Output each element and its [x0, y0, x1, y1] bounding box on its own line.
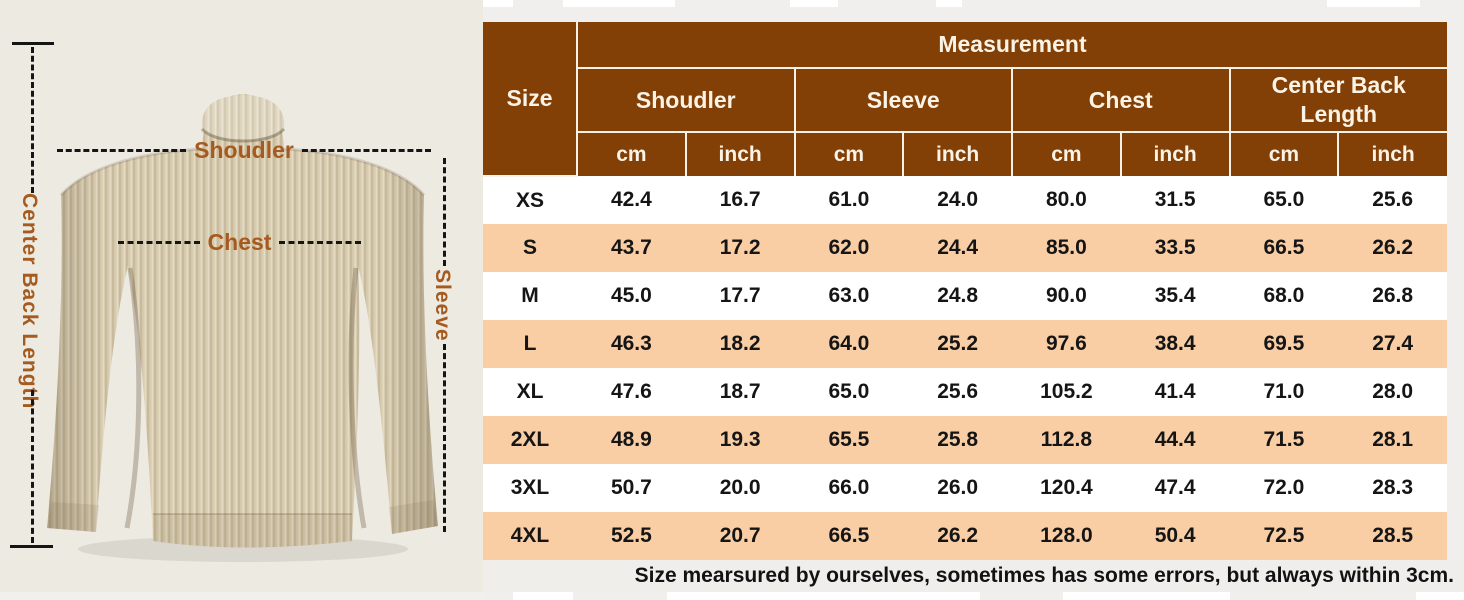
table-row: [483, 416, 1447, 464]
measurement-cell: 44.4: [1154, 428, 1196, 451]
measurement-cell: 25.2: [937, 332, 979, 355]
sleeve-label: Sleeve: [431, 269, 454, 342]
measurement-cell: 128.0: [1040, 524, 1093, 547]
measurement-cell: 66.5: [1263, 236, 1305, 259]
background-strip: [0, 592, 483, 600]
measurement-cell: 97.6: [1045, 332, 1087, 355]
unit-header: cm: [577, 132, 686, 176]
measurement-cell: 63.0: [828, 284, 870, 307]
size-cell: 2XL: [510, 428, 550, 451]
unit-header: inch: [1121, 132, 1230, 176]
chest-label: Chest: [207, 229, 272, 255]
measurement-cell: 52.5: [610, 524, 652, 547]
table-row: [483, 464, 1447, 512]
measurement-cell: 43.7: [610, 236, 652, 259]
dash-line: [279, 241, 361, 244]
column-group-header: Sleeve: [795, 68, 1013, 132]
measurement-cell: 25.8: [937, 428, 979, 451]
unit-header: inch: [686, 132, 795, 176]
table-row: [483, 320, 1447, 368]
measurement-cell: 27.4: [1372, 332, 1414, 355]
measurement-cell: 18.7: [719, 380, 761, 403]
measurement-cell: 28.5: [1372, 524, 1414, 547]
measurement-cell: 31.5: [1154, 188, 1196, 211]
size-cell: 3XL: [510, 476, 550, 499]
measurement-cell: 28.0: [1372, 380, 1414, 403]
measurement-cell: 62.0: [828, 236, 870, 259]
measurement-cell: 19.3: [719, 428, 761, 451]
measurement-cell: 24.4: [937, 236, 979, 259]
measurement-cell: 25.6: [1372, 188, 1414, 211]
size-table: [483, 22, 1447, 560]
product-photo-panel: [0, 0, 483, 600]
measurement-cell: 50.7: [610, 476, 652, 499]
measurement-cell: 35.4: [1154, 284, 1196, 307]
measurement-cell: 65.0: [828, 380, 870, 403]
measurement-cell: 80.0: [1045, 188, 1087, 211]
dash-line: [443, 344, 446, 532]
measurement-cell: 72.0: [1263, 476, 1305, 499]
unit-header: cm: [1230, 132, 1339, 176]
measurement-cell: 48.9: [610, 428, 652, 451]
background-patch: [1416, 592, 1464, 600]
unit-header: cm: [1012, 132, 1121, 176]
background-patch: [667, 592, 980, 600]
column-group-header: Shoudler: [577, 68, 795, 132]
size-cell: L: [523, 332, 537, 355]
sweater-image: [0, 0, 483, 600]
column-group-header: Chest: [1012, 68, 1230, 132]
table-row: [483, 224, 1447, 272]
measurement-cell: 46.3: [610, 332, 652, 355]
measurement-cell: 120.4: [1040, 476, 1093, 499]
measurement-cell: 65.0: [1263, 188, 1305, 211]
measurement-cell: 25.6: [937, 380, 979, 403]
measurement-cell: 18.2: [719, 332, 761, 355]
table-row: [483, 368, 1447, 416]
measurement-cell: 33.5: [1154, 236, 1196, 259]
measurement-cell: 38.4: [1154, 332, 1196, 355]
measurement-cell: 42.4: [610, 188, 652, 211]
unit-header: inch: [903, 132, 1012, 176]
center-back-length-label: Center Back Length: [18, 193, 41, 410]
dash-line: [443, 158, 446, 266]
measurement-cell: 17.2: [719, 236, 761, 259]
measure-cap: [12, 42, 54, 45]
measurement-cell: 50.4: [1154, 524, 1196, 547]
background-patch: [1063, 592, 1230, 600]
shoulder-label: Shoudler: [194, 137, 294, 163]
size-column-header: Size: [483, 22, 577, 176]
background-patch: [936, 0, 962, 7]
shoulder-measure-line: [57, 139, 431, 162]
measurement-cell: 68.0: [1263, 284, 1305, 307]
dash-line: [302, 149, 431, 152]
measurement-cell: 24.0: [937, 188, 979, 211]
footnote: Size mearsured by ourselves, sometimes has some errors, but always within 3cm.: [483, 561, 1464, 592]
table-row: [483, 272, 1447, 320]
measurement-cell: 17.7: [719, 284, 761, 307]
background-patch: [790, 0, 838, 7]
measure-cap: [10, 545, 53, 548]
unit-header: cm: [795, 132, 904, 176]
measurement-cell: 69.5: [1263, 332, 1305, 355]
chest-measure-line: [118, 231, 361, 254]
measurement-cell: 72.5: [1263, 524, 1305, 547]
size-cell: XS: [515, 188, 544, 212]
measurement-cell: 112.8: [1040, 428, 1093, 451]
measurement-cell: 47.4: [1154, 476, 1196, 499]
measurement-cell: 20.0: [719, 476, 761, 499]
measurement-cell: 66.0: [828, 476, 870, 499]
background-patch: [1327, 0, 1420, 7]
size-table-panel: [483, 0, 1464, 600]
measurement-cell: 105.2: [1040, 380, 1093, 403]
column-group-header: Center Back Length: [1230, 68, 1448, 132]
measurement-cell: 71.5: [1263, 428, 1305, 451]
measurement-cell: 26.8: [1372, 284, 1414, 307]
measurement-cell: 90.0: [1045, 284, 1087, 307]
background-patch: [483, 0, 513, 7]
dash-line: [118, 241, 200, 244]
measurement-header: Measurement: [577, 22, 1447, 68]
table-row: [483, 512, 1447, 560]
measurement-cell: 85.0: [1045, 236, 1087, 259]
measurement-cell: 65.5: [828, 428, 870, 451]
measurement-cell: 64.0: [828, 332, 870, 355]
measurement-cell: 61.0: [828, 188, 870, 211]
background-patch: [513, 592, 573, 600]
table-row: [483, 176, 1447, 224]
dash-line: [31, 47, 34, 193]
measurement-cell: 71.0: [1263, 380, 1305, 403]
measurement-cell: 66.5: [828, 524, 870, 547]
dash-line: [57, 149, 186, 152]
size-cell: 4XL: [510, 524, 550, 547]
measurement-cell: 24.8: [937, 284, 979, 307]
measurement-cell: 26.0: [937, 476, 979, 499]
unit-header: inch: [1338, 132, 1447, 176]
size-cell: XL: [516, 380, 544, 403]
measurement-cell: 28.1: [1372, 428, 1414, 451]
measurement-cell: 28.3: [1372, 476, 1414, 499]
measurement-cell: 41.4: [1154, 380, 1196, 403]
measurement-cell: 16.7: [719, 188, 761, 211]
background-patch: [563, 0, 675, 7]
size-cell: S: [522, 236, 537, 259]
measurement-cell: 20.7: [719, 524, 761, 547]
size-cell: M: [521, 284, 539, 307]
measurement-cell: 45.0: [610, 284, 652, 307]
dash-line: [31, 390, 34, 543]
measurement-cell: 47.6: [610, 380, 652, 403]
measurement-cell: 26.2: [1372, 236, 1414, 259]
measurement-cell: 26.2: [937, 524, 979, 547]
